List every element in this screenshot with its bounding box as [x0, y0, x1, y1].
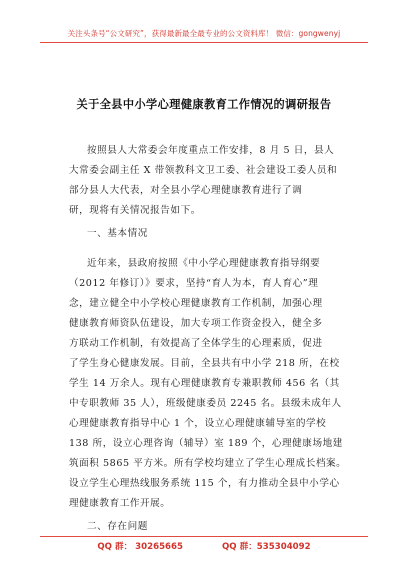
paragraph-line: 方联动工作机制，有效提高了全体学生的心理素质，促进: [69, 338, 323, 349]
paragraph-line: 心理健康教育指导中心 1 个，设立心理健康辅导室的学校: [69, 418, 327, 429]
paragraph-line: 近年来，县政府按照《中小学心理健康教育指导纲要: [87, 258, 321, 269]
page-footer: [0, 540, 408, 556]
section-heading: 二、存在问题: [87, 521, 148, 532]
footer-qq-group-1: QQ 群： 30265665: [97, 542, 183, 552]
paragraph-line: （2012 年修订）》要求，坚持“育人为本，育人育心”理: [69, 278, 319, 289]
paragraph-line: 研，现将有关情况报告如下。: [69, 205, 201, 216]
paragraph-line: 中专职教师 35 人），班级健康委员 2245 名。县级未成年人: [69, 398, 342, 409]
header-divider: [40, 42, 368, 43]
paragraph-line: 学生 14 万余人。现有心理健康教育专兼职教师 456 名（其: [69, 378, 340, 389]
paragraph-line: 筑面积 5865 平方米。所有学校均建立了学生心理成长档案。: [69, 458, 347, 469]
paragraph-line: 138 所，设立心理咨询（辅导）室 189 个，心理健康场地建: [69, 438, 343, 449]
document-title: 关于全县中小学心理健康教育工作情况的调研报告: [76, 98, 332, 111]
page-header: [0, 0, 408, 52]
paragraph-line: 部分县人大代表，对全县小学心理健康教育进行了调: [69, 185, 303, 196]
footer-divider: [40, 536, 368, 537]
paragraph-line: 设立学生心理热线服务系统 115 个，有力推动全县中小学心: [69, 478, 340, 489]
paragraph-line: 按照县人大常委会年度重点工作安排，8 月 5 日，县人: [87, 145, 335, 156]
section-heading: 一、基本情况: [87, 228, 148, 239]
paragraph-line: 大常委会副主任 X 带领教科文卫工委、社会建设工委人员和: [69, 165, 338, 176]
paragraph-line: 理健康教育工作开展。: [69, 498, 171, 509]
header-notice: 关注头条号“公文研究”，获得最新最全最专业的公文资料库！ 微信：gongwenyj: [67, 29, 341, 38]
paragraph-line: 念，建立健全中小学校心理健康教育工作机制，加强心理: [69, 298, 323, 309]
footer-qq-group-2: QQ 群：535304092: [222, 542, 311, 552]
paragraph-line: 健康教育师资队伍建设，加大专项工作资金投入，健全多: [69, 318, 323, 329]
paragraph-line: 了学生身心健康发展。目前，全县共有中小学 218 所，在校: [69, 358, 340, 369]
